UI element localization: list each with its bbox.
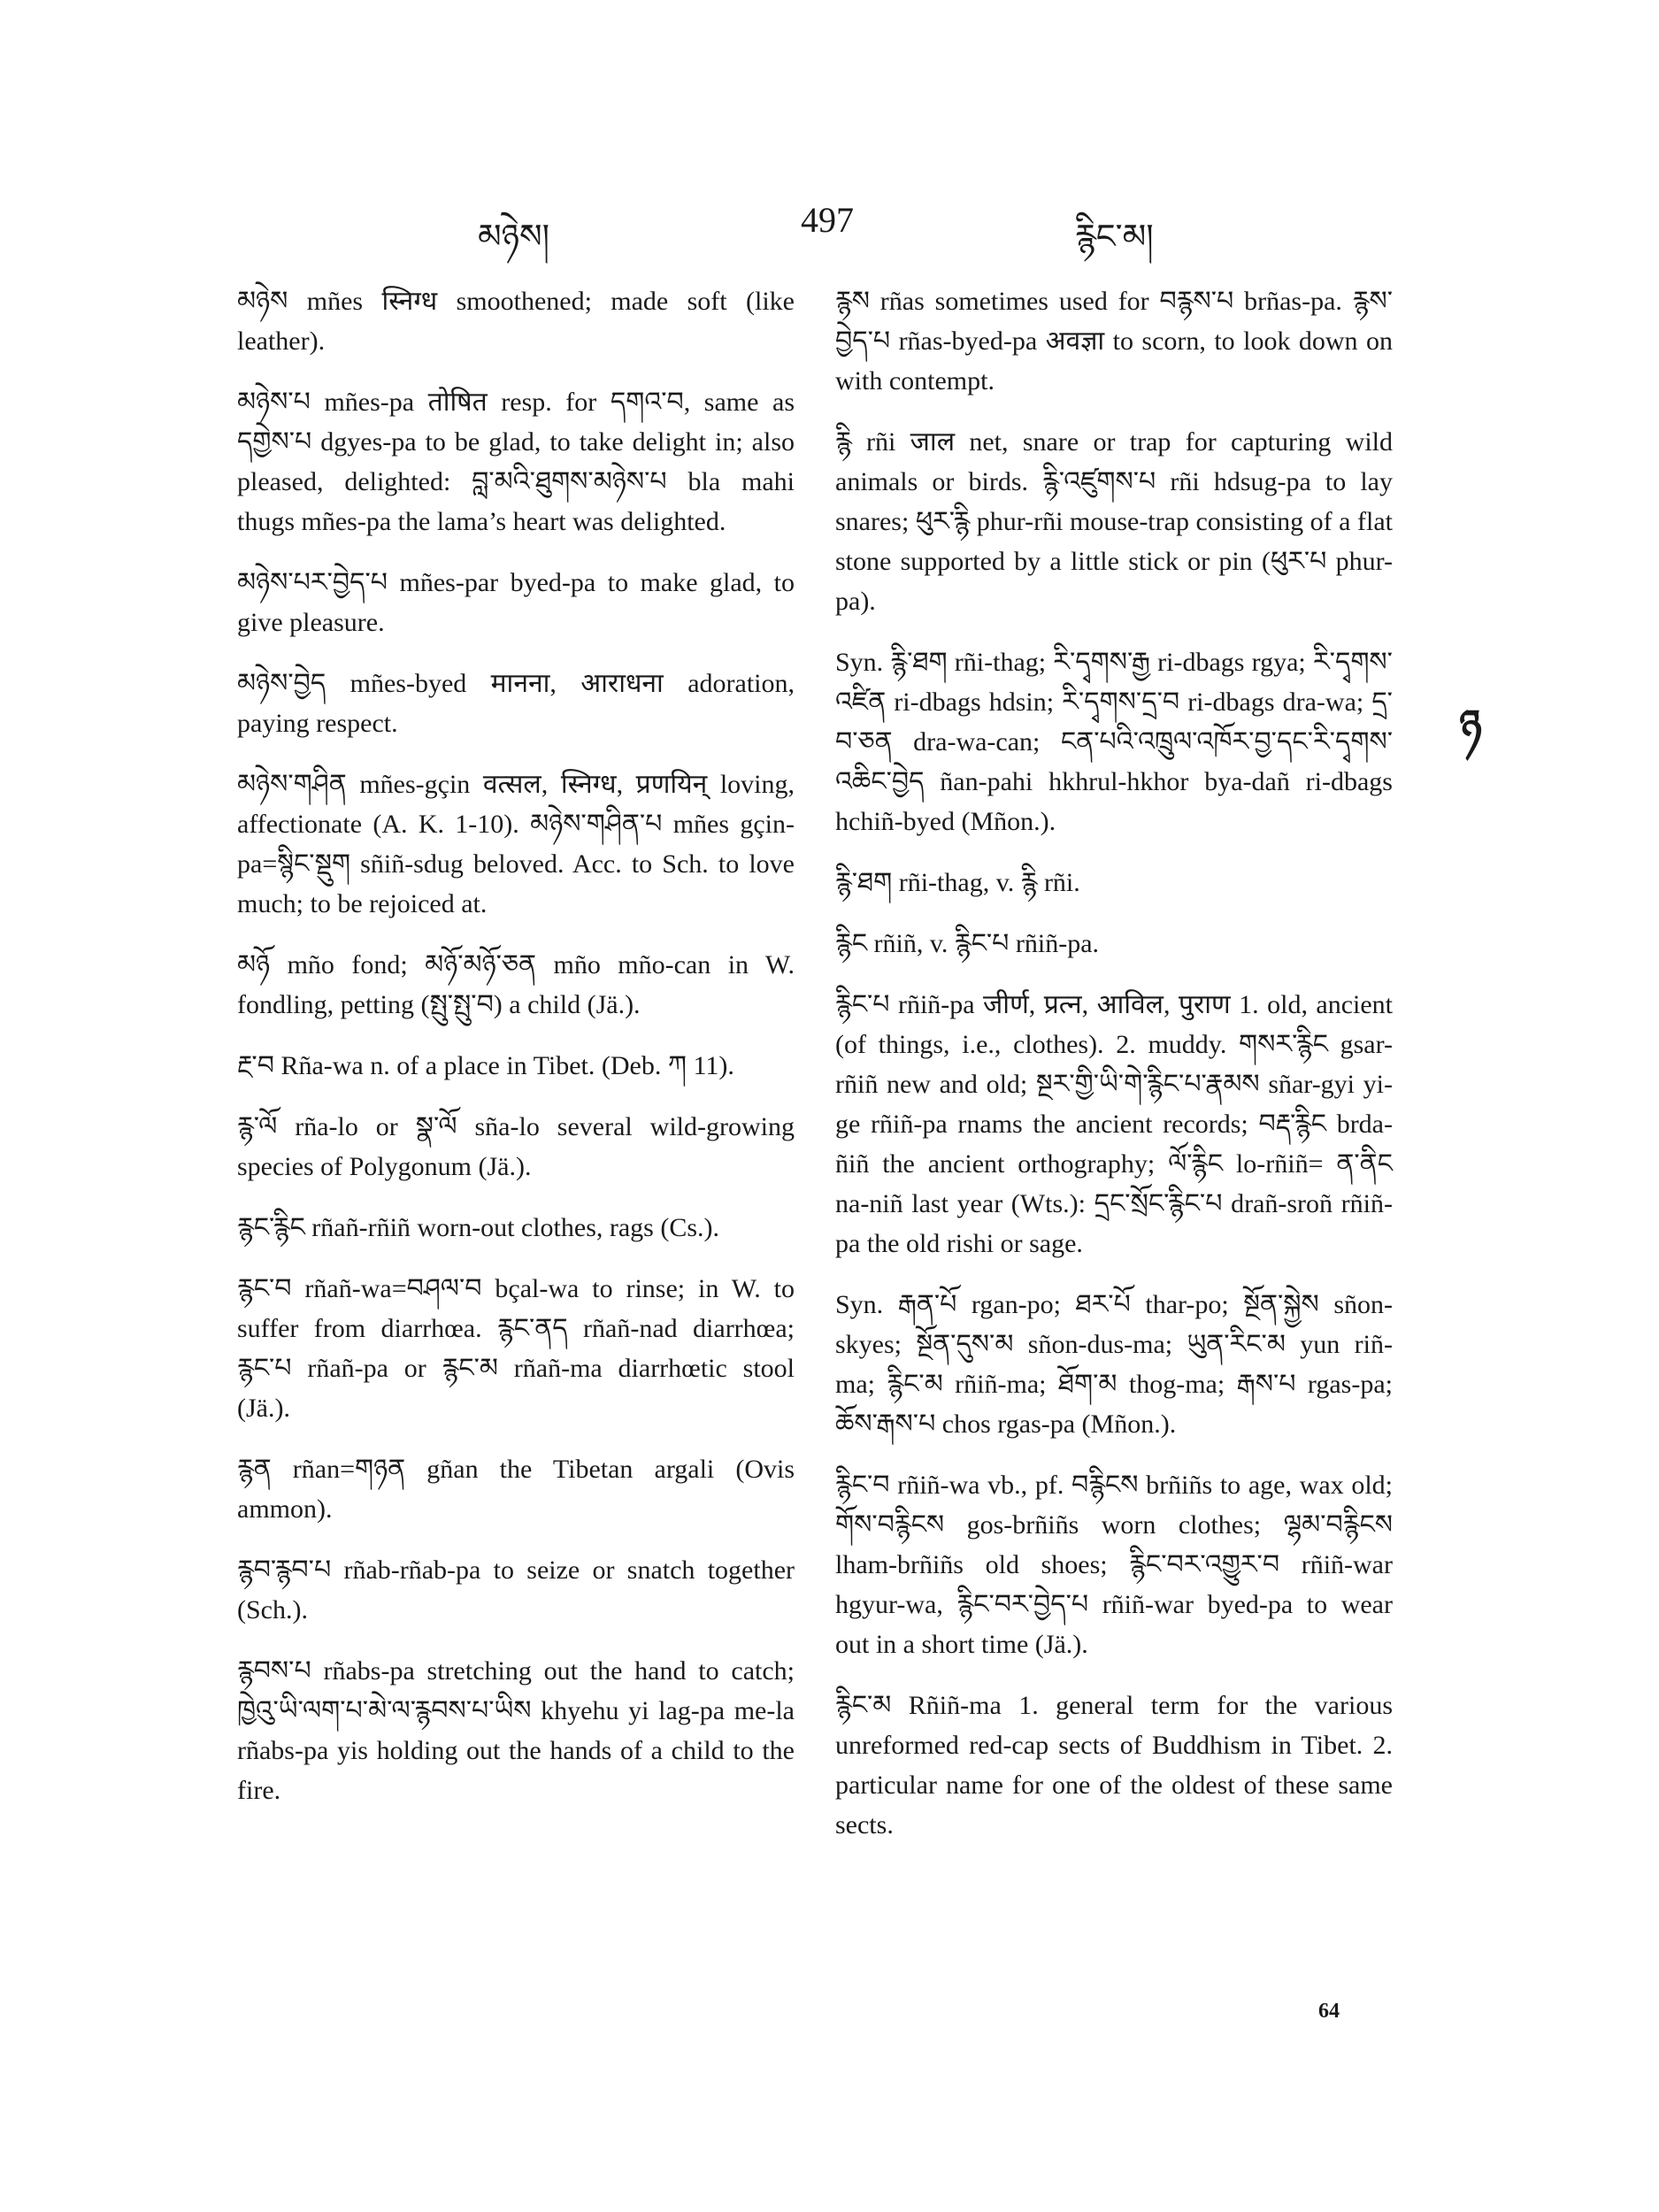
entry-rnan: རྙན rñan=གཉན gñan the Tibetan argali (Ovis ammon). <box>237 1455 795 1524</box>
section-thumb-index: ཉ <box>1459 703 1482 749</box>
entry-rnin-pa-synonyms: Syn. རྒན་པོ rgan-po; ཐར་པོ thar-po; སྔོན་སྐྱེས sñon-skyes; སྔོན་དུས་མ sñon-dus-ma; ཡུན་རིང་མ yun riñ-ma; རྙིང་མ rñiñ-ma; ཐོག་མ thog-ma; རྒས་པ rgas-pa; ཆོས་རྒས་པ chos rgas-pa (Mñon.). <box>835 1290 1393 1439</box>
entry-rni: རྙི rñi जाल net, snare or trap for capturing wild animals or birds. རྙི་འཛུགས་པ rñi hdsug-pa to lay snares; ཕུར་རྙི phur-rñi mouse-trap consisting of a flat stone supported by a little stick or pin (ཕུར་པ phur-pa). <box>835 427 1393 616</box>
right-column <box>835 281 1393 1866</box>
entry-mnes-par-byed-pa: མཉེས་པར་བྱེད་པ mñes-par byed-pa to make glad, to give pleasure. <box>237 568 795 637</box>
entry-rnin-pa: རྙིང་པ rñiñ-pa जीर्ण, प्रत्न, आविल, पुराण 1. old, ancient (of things, i.e., clothes). 2. muddy. གསར་རྙིང gsar-rñiñ new and old; སྔར་གྱི་ཡི་གེ་རྙིང་པ་རྣམས sñar-gyi yi-ge rñiñ-pa rnams the ancient records; བརྡ་རྙིང brda-ñiñ the ancient orthography; ལོ་རྙིང lo-rñiñ= ན་ནིང na-niñ last year (Wts.): དྲང་སྲོང་རྙིང་པ drañ-sroñ rñiñ-pa the old rishi or sage. <box>835 990 1393 1258</box>
entry-mnes-gcin: མཉེས་གཤིན mñes-gçin वत्सल, स्निग्ध, प्रणयिन् loving, affectionate (A. K. 1-10). མཉེས་གཤིན་པ mñes gçin-pa=སྙིང་སྡུག sñiñ-sdug beloved. Acc. to Sch. to love much; to be rejoiced at. <box>237 770 795 918</box>
entry-mno: མཉོ mño fond; མཉོ་མཉོ་ཅན mño mño-can in W. fondling, petting (སྤུ་སྤུ་བ) a child (Jä.). <box>237 950 795 1019</box>
entry-rnin-ma: རྙིང་མ Rñiñ-ma 1. general term for the various unreformed red-cap sects of Buddhism in Tibet. 2. particular name for one of the oldest of these same sects. <box>835 1691 1393 1839</box>
entry-rna-wa: རྔ་བ Rña-wa n. of a place in Tibet. (Deb. ཀ 11). <box>237 1051 734 1080</box>
entry-mnes: མཉེས mñes स्निग्ध smoothened; made soft (like leather). <box>237 287 795 356</box>
entry-rnan-rnin: རྙང་རྙིང rñañ-rñiñ worn-out clothes, rags (Cs.). <box>237 1213 720 1242</box>
header-guide-right: རྙིང་མ། <box>1075 219 1154 256</box>
entry-mnes-pa: མཉེས་པ mñes-pa तोषित resp. for དགའ་བ, same as དགྱེས་པ dgyes-pa to be glad, to take delight in; also pleased, delighted: བླ་མའི་ཐུགས་མཉེས་པ bla mahi thugs mñes-pa the lama’s heart was delighted. <box>237 388 795 536</box>
entry-mnes-byed: མཉེས་བྱེད mñes-byed मानना, आराधना adoration, paying respect. <box>237 669 795 738</box>
page-number: 497 <box>801 200 854 240</box>
entry-rnin-wa: རྙིང་བ rñiñ-wa vb., pf. བརྙིངས brñiñs to age, wax old; གོས་བརྙིངས gos-brñiñs worn clothes; ལྷམ་བརྙིངས lham-brñiñs old shoes; རྙིང་བར་འགྱུར་བ rñiñ-war hgyur-wa, རྙིང་བར་བྱེད་པ rñiñ-war byed-pa to wear out in a short time (Jä.). <box>835 1471 1393 1659</box>
entry-rnab-rnab-pa: རྙབ་རྙབ་པ rñab-rñab-pa to seize or snatch together (Sch.). <box>237 1555 795 1624</box>
entry-rna-lo: རྙ་ལོ rña-lo or སྣ་ལོ sña-lo several wild-growing species of Polygonum (Jä.). <box>237 1112 795 1181</box>
entry-rni-synonyms: Syn. རྙི་ཐག rñi-thag; རི་དྭགས་རྒྱ ri-dbags rgya; རི་དྭགས་འཛིན ri-dbags hdsin; རི་དྭགས་དྲ་བ ri-dbags dra-wa; དྲ་བ་ཅན dra-wa-can; ངན་པའི་འཁྲུལ་འཁོར་བྱ་དང་རི་དྭགས་འཆིང་བྱེད ñan-pahi hkhrul-hkhor bya-dañ ri-dbags hchiñ-byed (Mñon.). <box>835 648 1393 836</box>
entry-rni-thag: རྙི་ཐག rñi-thag, v. རྙི rñi. <box>835 868 1080 897</box>
entry-rnabs-pa: རྙབས་པ rñabs-pa stretching out the hand to catch; ཁྱེའུ་ཡི་ལག་པ་མེ་ལ་རྙབས་པ་ཡིས khyehu yi lag-pa me-la rñabs-pa yis holding out the hands of a child to the fire. <box>237 1656 795 1805</box>
entry-rnas: རྙས rñas sometimes used for བརྙས་པ brñas-pa. རྙས་བྱེད་པ rñas-byed-pa अवज्ञा to scorn, to look down on with contempt. <box>835 287 1393 396</box>
signature-mark: 64 <box>1318 2000 1340 2023</box>
entry-rnan-wa: རྙང་བ rñañ-wa=བཤལ་བ bçal-wa to rinse; in W. to suffer from diarrhœa. རྙང་ནད rñañ-nad diarrhœa; རྙང་པ rñañ-pa or རྙང་མ rñañ-ma diarrhœtic stool (Jä.). <box>237 1274 795 1423</box>
entry-rnin: རྙིང rñiñ, v. རྙིང་པ rñiñ-pa. <box>835 929 1100 958</box>
left-column <box>237 281 795 1832</box>
header-guide-left: མཉེས། <box>478 219 550 256</box>
